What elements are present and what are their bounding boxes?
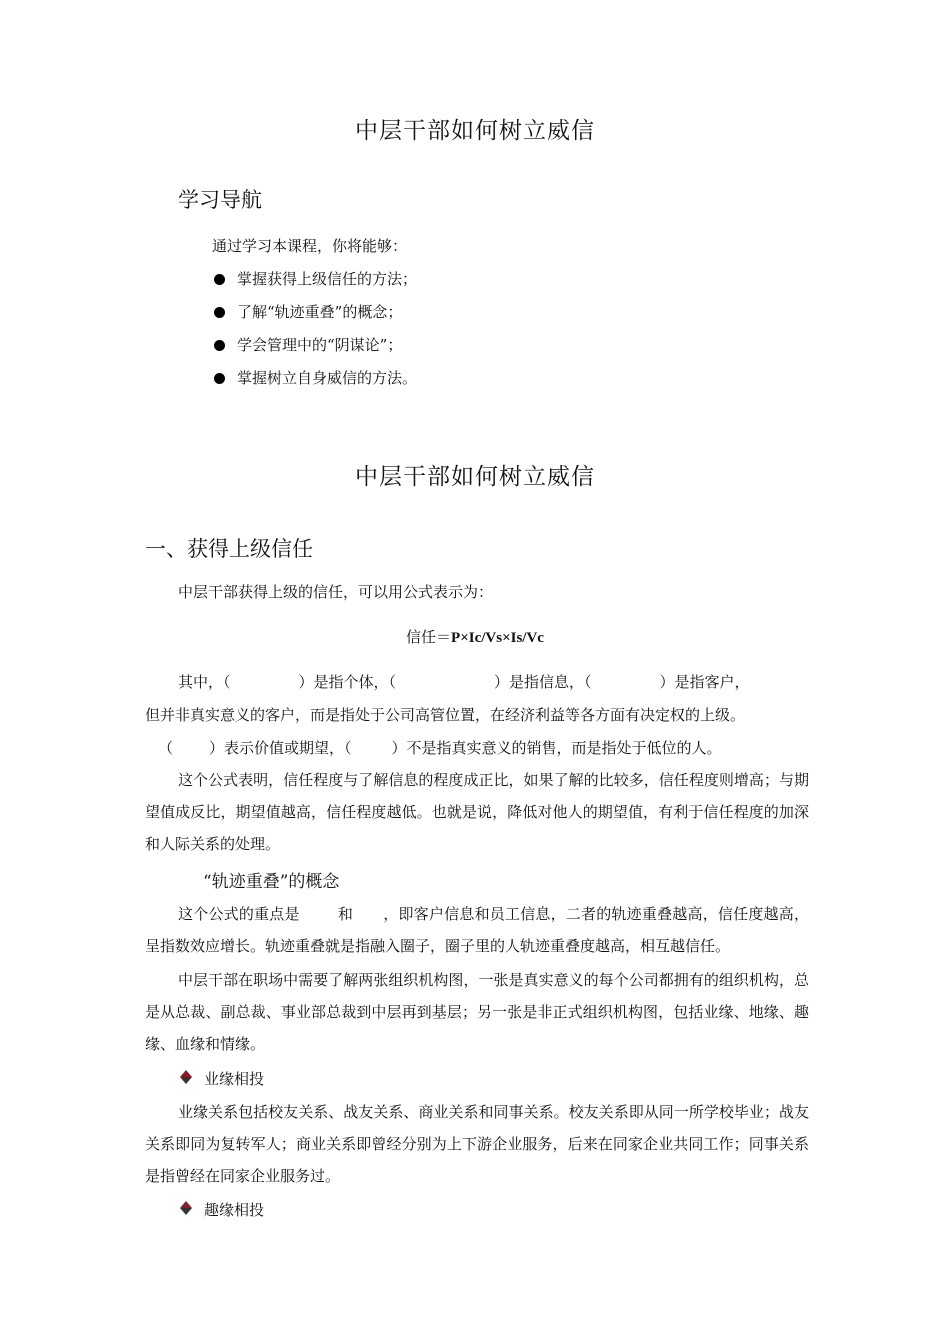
formula-prefix: 信任＝ xyxy=(406,628,452,646)
definition-text: ）表示价值或期望，（ xyxy=(209,739,352,757)
nav-bullet-item xyxy=(214,302,402,322)
paragraph-industry-bond: 业缘关系包括校友关系、战友关系、商业关系和同事关系。校友关系即从同一所学校毕业；战友关系即同为复转军人；商业关系即曾经分别为上下游企业服务，后来在同家企业共同工作；同事关系是指曾经在同家企业服务过。 xyxy=(145,1103,809,1185)
definition-text: 其中，（ xyxy=(178,673,231,691)
bullet-dot-icon xyxy=(214,274,225,285)
diamond-bullet-icon xyxy=(178,1070,194,1086)
trust-formula xyxy=(0,626,950,647)
paragraph-org-charts: 中层干部在职场中需要了解两张组织机构图，一张是真实意义的每个公司都拥有的组织机构，总是从总裁、副总裁、事业部总裁到中层再到基层；另一张是非正式组织机构图，包括业缘、地缘、趣缘、血缘和情缘。 xyxy=(145,971,809,1053)
definition-text: ）不是指真实意义的销售，而是指处于低位的人。 xyxy=(391,739,722,757)
nav-bullet-text: 掌握获得上级信任的方法； xyxy=(237,270,418,288)
definition-text: ）是指客户， xyxy=(659,673,750,691)
paragraph-trajectory xyxy=(145,898,809,962)
definition-text: ）是指个体，（ xyxy=(298,673,397,691)
paragraph-text: 这个公式的重点是 xyxy=(178,905,300,923)
formula-expression: P×Ic/Vs×Is/Vc xyxy=(451,630,544,646)
nav-bullet-text: 了解“轨迹重叠”的概念； xyxy=(237,303,403,321)
nav-bullet-item xyxy=(214,269,417,289)
item-interest-bond xyxy=(178,1200,264,1220)
definition-text: （ xyxy=(158,739,174,757)
bullet-dot-icon xyxy=(214,307,225,318)
definition-line-2: 但并非真实意义的客户，而是指处于公司高管位置，在经济利益等各方面有决定权的上级。 xyxy=(145,706,746,724)
paragraph-intro: 中层干部获得上级的信任，可以用公式表示为： xyxy=(178,583,494,601)
paragraph-text: ，即客户信息和员工信息，二者的轨迹重叠越高，信任度越高，呈指数效应增长。轨迹重叠就是指融入圈子，圈子里的人轨迹重叠度越高，相互越信任。 xyxy=(145,905,809,955)
bullet-dot-icon xyxy=(214,340,225,351)
definition-line-1 xyxy=(178,672,808,692)
nav-bullet-text: 掌握树立自身威信的方法。 xyxy=(237,369,418,387)
paragraph-text: 和 xyxy=(337,905,354,923)
document-title: 中层干部如何树立威信 xyxy=(355,118,595,144)
section-heading: 一、获得上级信任 xyxy=(145,537,313,561)
section-title: 中层干部如何树立威信 xyxy=(355,464,595,490)
nav-heading: 学习导航 xyxy=(178,188,262,212)
nav-bullet-item xyxy=(214,368,417,388)
nav-bullet-item xyxy=(214,335,402,355)
item-label: 趣缘相投 xyxy=(204,1201,265,1219)
sub-heading-trajectory: “轨迹重叠”的概念 xyxy=(203,872,340,892)
nav-bullet-text: 学会管理中的“阴谋论”； xyxy=(237,336,403,354)
diamond-bullet-icon xyxy=(178,1201,194,1217)
paragraph-formula-meaning: 这个公式表明，信任程度与了解信息的程度成正比，如果了解的比较多，信任程度则增高；与期望值成反比，期望值越高，信任程度越低。也就是说，降低对他人的期望值，有利于信任程度的加深和人际关系的处理。 xyxy=(145,771,809,853)
definition-text: ）是指信息，（ xyxy=(494,673,592,691)
item-label: 业缘相投 xyxy=(204,1070,265,1088)
definition-line-3 xyxy=(158,738,722,758)
bullet-dot-icon xyxy=(214,373,225,384)
item-industry-bond xyxy=(178,1069,264,1089)
nav-intro: 通过学习本课程，你将能够： xyxy=(212,237,408,255)
